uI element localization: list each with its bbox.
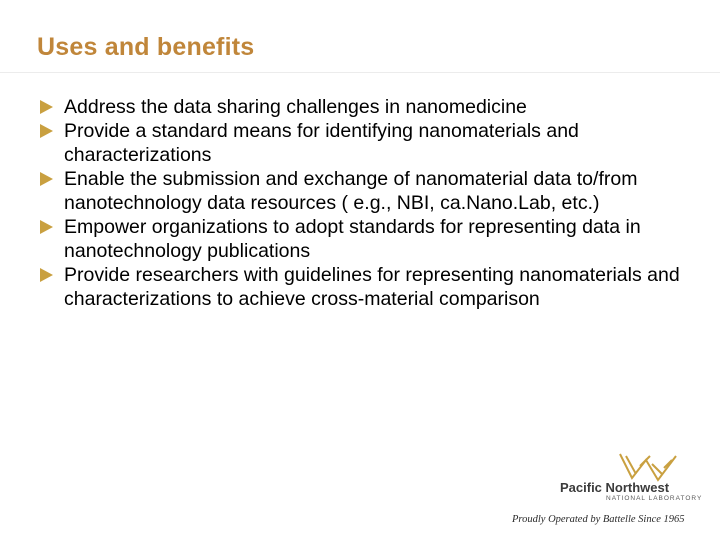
- bullet-text: Provide a standard means for identifying nanomaterials and characterizations: [64, 120, 579, 166]
- logo-tagline: Proudly Operated by Battelle Since 1965: [512, 514, 685, 525]
- logo-name: Pacific Northwest: [560, 480, 670, 495]
- pnnl-logo: [510, 452, 703, 532]
- title-divider: [0, 72, 720, 73]
- bullet-item: [40, 263, 680, 311]
- bullet-text: Enable the submission and exchange of nanomaterial data to/from nanotechnology data resources ( e.g., NBI, ca.Nano.Lab, etc.): [64, 168, 638, 214]
- triangle-right-icon: [40, 172, 53, 186]
- bullet-text: Address the data sharing challenges in nanomedicine: [64, 96, 527, 118]
- triangle-right-icon: [40, 100, 53, 114]
- bullet-item: [40, 95, 680, 119]
- triangle-right-icon: [40, 220, 53, 234]
- bullet-text: Provide researchers with guidelines for representing nanomaterials and characterizations to achieve cross-material comparison: [64, 264, 680, 310]
- bullet-text: Empower organizations to adopt standards for representing data in nanotechnology publications: [64, 216, 641, 262]
- bullet-item: [40, 119, 680, 167]
- bullet-item: [40, 167, 680, 215]
- triangle-right-icon: [40, 124, 53, 138]
- logo-subtitle: NATIONAL LABORATORY: [606, 495, 703, 502]
- triangle-right-icon: [40, 268, 53, 282]
- slide-title: Uses and benefits: [37, 33, 255, 61]
- bullet-item: [40, 215, 680, 263]
- bullet-list: [40, 95, 680, 311]
